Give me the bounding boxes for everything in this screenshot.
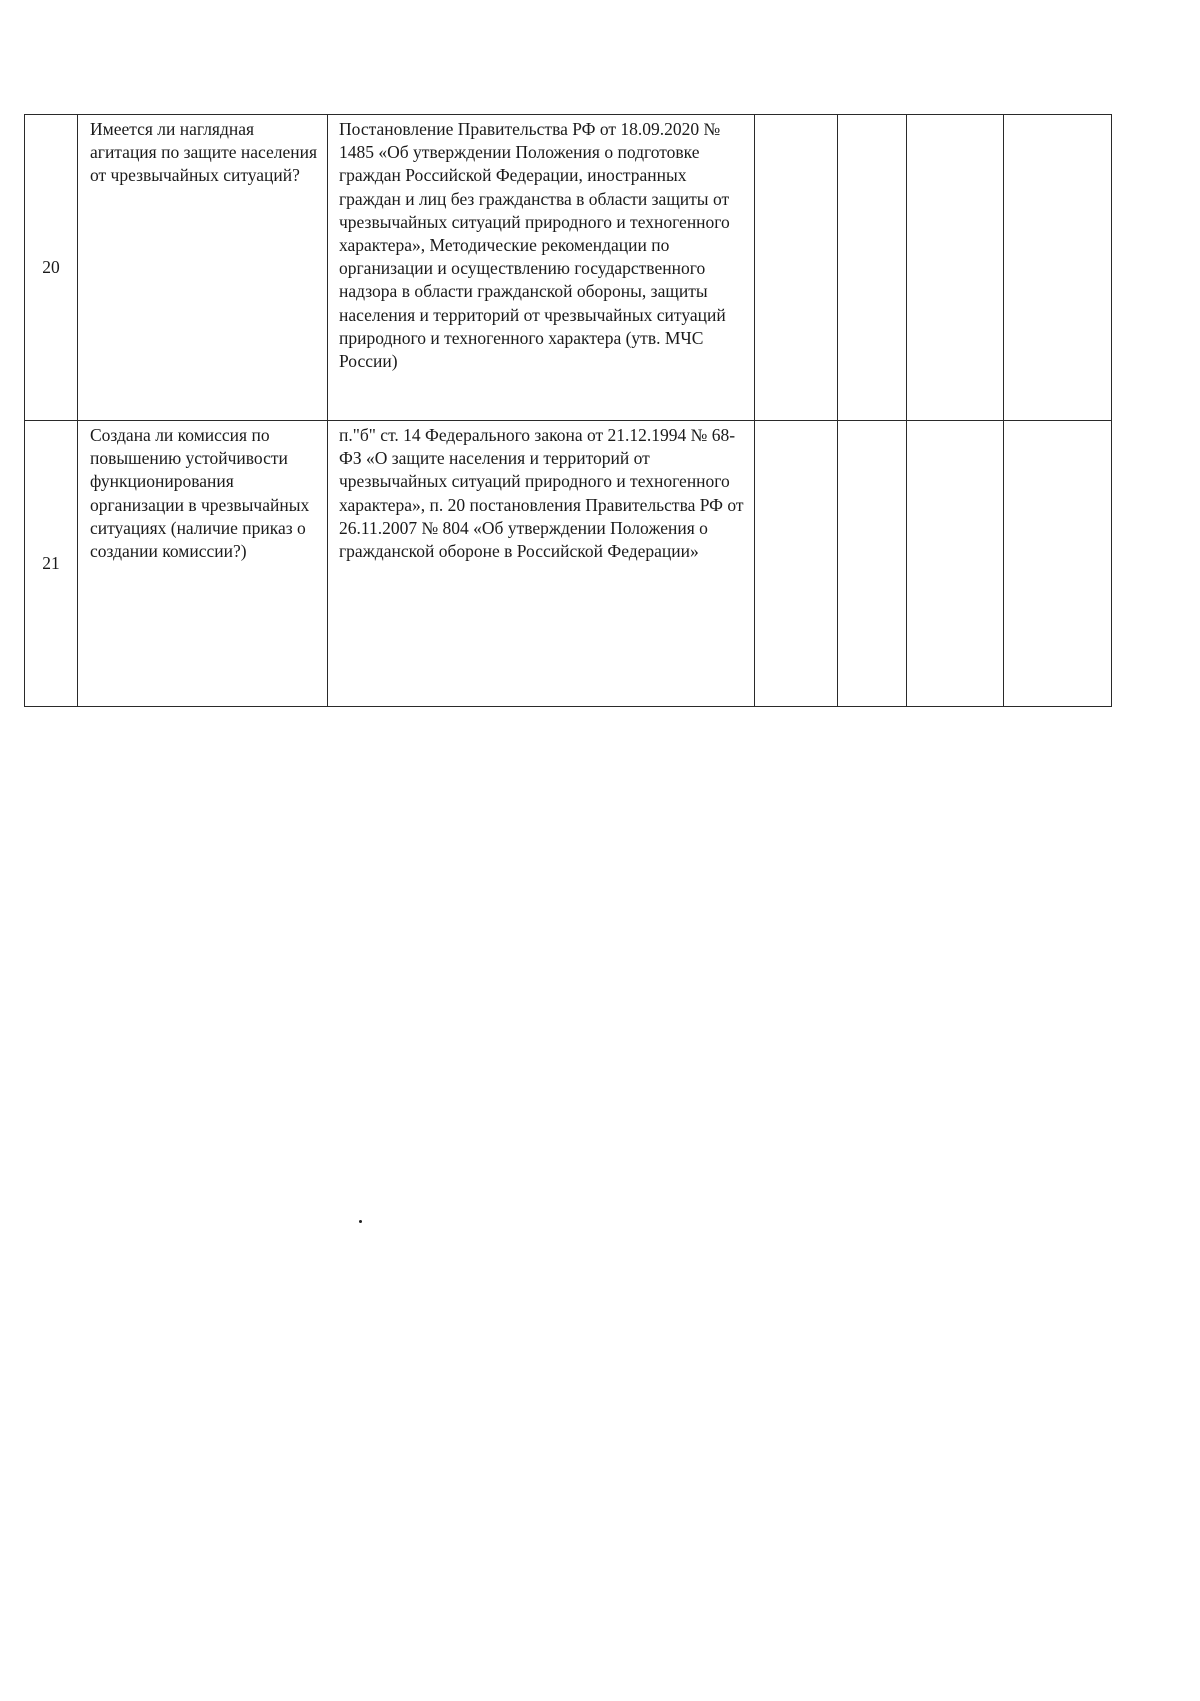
question-cell: Создана ли комиссия по повышению устойчивости функционирования организации в чрезвычайных ситуациях (наличие приказ о создании комиссии?) bbox=[78, 421, 328, 707]
remarks-cell[interactable] bbox=[1004, 115, 1112, 421]
answer-yes-cell[interactable] bbox=[755, 115, 838, 421]
legal-basis-cell: Постановление Правительства РФ от 18.09.2020 № 1485 «Об утверждении Положения о подготовке граждан Российской Федерации, иностранных граждан и лиц без гражданства в области защиты от чрезвычайных ситуаций природного и техногенного характера», Методические рекомендации по организации и осуществлению государственного надзора в области гражданской обороны, защиты населения и территорий от чрезвычайных ситуаций природного и техногенного характера (утв. МЧС России) bbox=[328, 115, 755, 421]
table-row bbox=[25, 421, 1112, 707]
scan-speck bbox=[359, 1220, 362, 1223]
answer-no-cell[interactable] bbox=[838, 115, 907, 421]
checklist-table bbox=[24, 114, 1112, 707]
remarks-cell[interactable] bbox=[1004, 421, 1112, 707]
answer-not-applicable-cell[interactable] bbox=[907, 421, 1004, 707]
legal-basis-cell: п."б" ст. 14 Федерального закона от 21.12.1994 № 68-ФЗ «О защите населения и территорий от чрезвычайных ситуаций природного и техногенного характера», п. 20 постановления Правительства РФ от 26.11.2007 № 804 «Об утверждении Положения о гражданской обороне в Российской Федерации» bbox=[328, 421, 755, 707]
answer-not-applicable-cell[interactable] bbox=[907, 115, 1004, 421]
table-row bbox=[25, 115, 1112, 421]
answer-yes-cell[interactable] bbox=[755, 421, 838, 707]
question-cell: Имеется ли наглядная агитация по защите населения от чрезвычайных ситуаций? bbox=[78, 115, 328, 421]
row-number: 20 bbox=[25, 115, 78, 421]
answer-no-cell[interactable] bbox=[838, 421, 907, 707]
row-number: 21 bbox=[25, 421, 78, 707]
